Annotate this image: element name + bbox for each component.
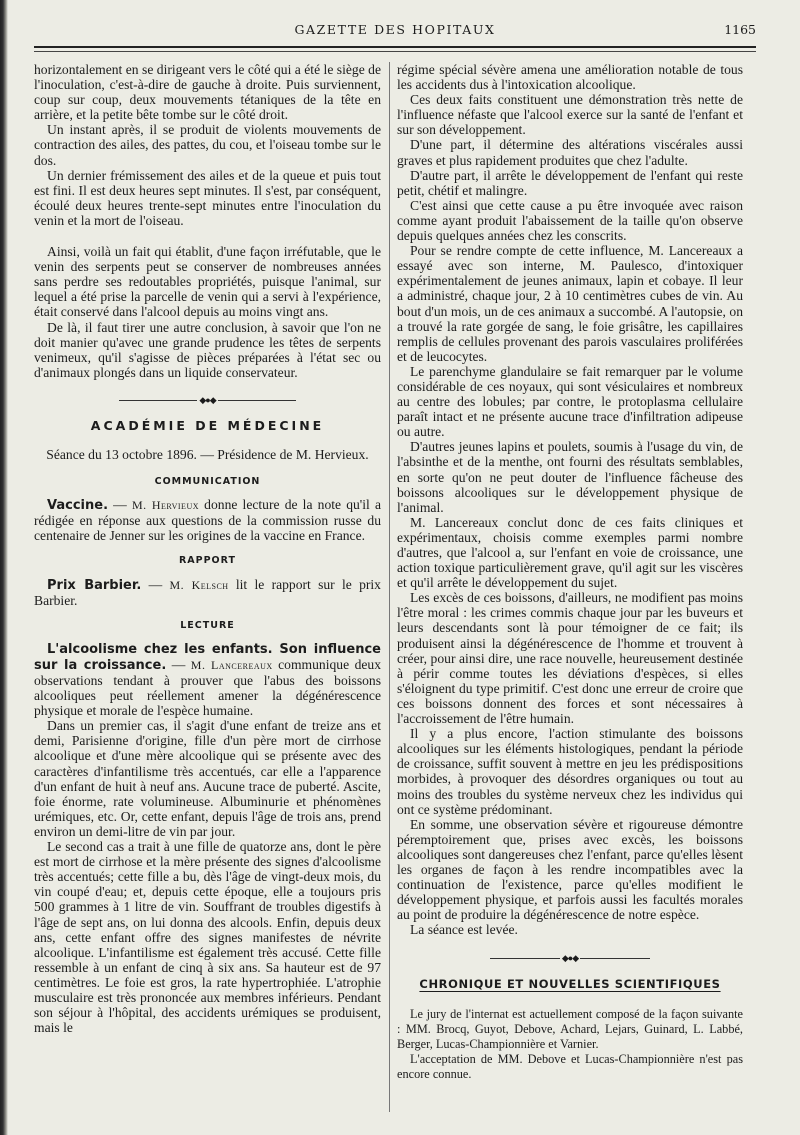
speaker-name: M. Kelsch xyxy=(169,577,229,592)
section-ornament: ◆●◆ xyxy=(397,951,743,965)
alcool-text: communique deux observations tendant à prouver que l'abus des boissons alcooliques peut réellement amener la dégénérescence physique et morale de l'espèce humaine. xyxy=(34,656,381,719)
paragraph: D'autre part, il arrête le développement de l'enfant qui reste petit, chétif et malingre. xyxy=(397,167,743,198)
right-column xyxy=(397,62,743,1082)
paragraph: D'autres jeunes lapins et poulets, soumis à l'usage du vin, de l'absinthe et de la menthe, ont fourni des résultats semblables, en sorte qu'on ne peut douter de l'influence fâcheuse des boissons alcooliques sur le développement physique de l'animal. xyxy=(397,439,743,515)
prix-text: lit le rapport sur le prix Barbier. xyxy=(34,576,381,608)
academy-heading: ACADÉMIE DE MÉDECINE xyxy=(90,417,325,433)
prix-title: Prix Barbier. xyxy=(47,577,142,593)
lecture-heading: LECTURE xyxy=(180,619,235,631)
communication-heading: COMMUNICATION xyxy=(154,476,261,488)
alcool-paragraph: L'alcoolisme chez les enfants. Son influence sur la croissance. — M. Lancereaux communique deux observations tendant à prouver que l'abus des boissons alcooliques peut réellement amener la dégénérescence physique et morale de l'espèce humaine. xyxy=(34,641,381,719)
closing-line: La séance est levée. xyxy=(410,922,518,938)
paragraph: Les excès de ces boissons, d'ailleurs, ne modifient pas moins l'être moral : les crimes commis chaque jour par les buveurs et leurs descendants sont là pour témoigner de ce fait; ils produisent ainsi la dégénérescence de l'homme et trouvent à créer, pour ainsi dire, une race nouvelle, heureusement destinée à périr comme toutes les déviations d'espèces, si elles s'éloignent du type primitif. C'est donc une erreur de croire que ces boissons donnent des forces et sont nécessaires à l'accroissement de l'être humain. xyxy=(397,590,743,727)
prix-paragraph: Prix Barbier. — M. Kelsch lit le rapport sur le prix Barbier. xyxy=(34,576,381,608)
column-divider xyxy=(389,62,390,1112)
paragraph: Un dernier frémissement des ailes et de la queue et puis tout est fini. Il est deux heures sept minutes. Il s'est, par conséquent, écoulé deux heures trente-sept minutes entre l'inoculation du venin et la mort de l'oiseau. xyxy=(34,167,381,228)
speaker-name: M. Lancereaux xyxy=(190,657,273,672)
header-rule-thin xyxy=(34,51,756,52)
paragraph: Ces deux faits constituent une démonstration très nette de l'influence néfaste que l'alcool exerce sur la santé de l'enfant et sur son développement. xyxy=(397,92,743,138)
speaker-name: M. Hervieux xyxy=(131,498,199,513)
paragraph: De là, il faut tirer une autre conclusion, à savoir que l'on ne doit manier qu'avec une grande prudence les têtes de serpents venimeux, qu'il s'agisse de pièces préparées à l'état sec ou d'animaux plongés dans un liquide conservateur. xyxy=(34,319,381,380)
paragraph: Le parenchyme glandulaire se fait remarquer par le volume considérable de ces noyaux, qui sont vésiculaires et nombreux au centre des lobules; par contre, le protoplasma cellulaire paraît intact et ne présente aucune trace d'infiltration adipeuse ou autre. xyxy=(397,363,743,440)
page-number: 1165 xyxy=(724,22,756,37)
paragraph: régime spécial sévère amena une amélioration notable de tous les accidents dus à l'intoxication alcoolique. xyxy=(397,62,743,93)
session-line: Séance du 13 octobre 1896. — Présidence de M. Hervieux. xyxy=(46,446,369,462)
paragraph: C'est ainsi que cette cause a pu être invoquée avec raison comme ayant produit l'abaissement de la taille qu'on observe depuis quelques années chez les conscrits. xyxy=(397,197,743,244)
paragraph: Un instant après, il se produit de violents mouvements de contraction des ailes, des pattes, du cou, et l'oiseau tombe sur le dos. xyxy=(34,122,381,168)
rapport-heading: RAPPORT xyxy=(178,555,237,567)
paragraph: Le second cas a trait à une fille de quatorze ans, dont le père est mort de cirrhose et la mère présente des signes d'alcoolisme très accentués; cette fille a bu, dès l'âge de vingt-deux mois, du vin coupé d'eau; et, depuis cette époque, elle a toujours pris 500 grammes à 1 litre de vin. Souffrant de troubles digestifs à l'âge de sept ans, on lui donna des alcools. Enfin, depuis deux ans, cette enfant offre des signes manifestes de névrite alcoolique. L'infantilisme est également très accusé. Cette fille ressemble à un enfant de cinq à six ans. Sa hauteur est de 97 centimètres. Le foie est gros, la rate hypertrophiée. L'atrophie musculaire est très prononcée aux membres inférieurs. Pendant son séjour à l'hôpital, des accidents urémiques se produisent, mais le xyxy=(34,839,381,1036)
header-rule-thick xyxy=(34,46,756,48)
paragraph: Il y a plus encore, l'action stimulante des boissons alcooliques sur les éléments histologiques, pendant la période de croissance, suffit souvent à mettre en jeu les prédispositions morbides, à provoquer des désordres organiques ou tout au moins des troubles du système nerveux chez les individus qui ont ce système prédominant. xyxy=(397,726,743,817)
news-paragraph: Le jury de l'internat est actuellement composé de la façon suivante : MM. Brocq, Guyot, Debove, Achard, Lejars, Guinard, L. Labbé, Berger, Lucas-Championnière et Varnier. xyxy=(397,1006,743,1051)
paragraph: M. Lancereaux conclut donc de ces faits cliniques et expérimentaux, choisis comme exemples parmi nombre d'autres, que l'alcool a, sur l'enfant en voie de croissance, une action toxique particulièrement grave, qu'il agit sur les viscères et qu'il arrête le développement du sujet. xyxy=(397,514,743,591)
left-column xyxy=(34,62,381,1035)
paragraph: Pour se rendre compte de cette influence, M. Lancereaux a essayé avec son interne, M. Paulesco, d'intoxiquer expérimentalement de jeunes animaux, lapin et cobaye. Il leur a administré, chaque jour, 2 à 10 centimètres cubes de vin. Au bout d'un mois, un de ces animaux a succombé. A l'autopsie, on a trouvé la rate gorgée de sang, le foie grisâtre, les capillaires remplis de cellules provenant des parois vasculaires proliférées et de leucocytes. xyxy=(397,243,743,364)
paragraph: En somme, une observation sévère et rigoureuse démontre péremptoirement que, prises avec excès, les boissons alcooliques sont dangereuses chez l'enfant, parce qu'elles lèsent les organes de façon à les rendre incompatibles avec la continuation de l'existence, parce qu'elles modifient le développement physique, et parfois aussi les facultés morales au point de produire la dégénérescence de notre espèce. xyxy=(397,816,743,923)
paragraph: D'une part, il détermine des altérations viscérales aussi graves et plus rapidement produites que chez l'adulte. xyxy=(397,137,743,168)
journal-title: GAZETTE DES HOPITAUX xyxy=(294,22,496,37)
section-ornament: ◆●◆ xyxy=(34,394,381,408)
vaccine-text: donne lecture de la note qu'il a rédigée en réponse aux questions de la commission russe du centenaire de Jenner sur les origines de la vaccine en France. xyxy=(34,497,382,544)
vaccine-paragraph: Vaccine. — M. Hervieux donne lecture de la note qu'il a rédigée en réponse aux questions de la commission russe du centenaire de Jenner sur les origines de la vaccine en France. xyxy=(34,497,382,544)
news-paragraph: L'acceptation de MM. Debove et Lucas-Championnière n'est pas encore connue. xyxy=(397,1051,743,1081)
vaccine-title: Vaccine. xyxy=(47,498,109,514)
binding-edge xyxy=(0,0,8,1135)
alcool-title: L'alcoolisme chez les enfants. Son influence sur la croissance. xyxy=(34,641,381,673)
paragraph: Ainsi, voilà un fait qui établit, d'une façon irréfutable, que le venin des serpents peut se conserver de nombreuses années sans perdre ses redoutables propriétés, puisque l'animal, sur lequel a été prise la parcelle de venin qui a servi à l'expérience, était conservé dans l'alcool depuis au moins vingt ans. xyxy=(34,244,381,320)
page-header xyxy=(34,22,756,42)
chronique-heading: CHRONIQUE ET NOUVELLES SCIENTIFIQUES xyxy=(419,977,721,992)
paragraph: horizontalement en se dirigeant vers le côté qui a été le siège de l'inoculation, c'est-à-dire de gauche à droite. Puis surviennent, coup sur coup, deux mouvements tétaniques de la tête en arrière, et la petite bête tombe sur le côté droit. xyxy=(34,62,381,123)
paragraph: Dans un premier cas, il s'agit d'une enfant de treize ans et demi, Parisienne d'origine, fille d'un père mort de cirrhose alcoolique et d'une mère alcoolique qui se présente avec des caractères d'infantilisme très accentués, car elle a l'apparence d'un enfant de huit à neuf ans. Aucune trace de puberté. Ascite, foie énorme, rate volumineuse. Albuminurie et phénomènes urémiques, etc. Or, cette enfant, depuis l'âge de trois ans, prend environ un demi-litre de vin par jour. xyxy=(34,718,381,839)
